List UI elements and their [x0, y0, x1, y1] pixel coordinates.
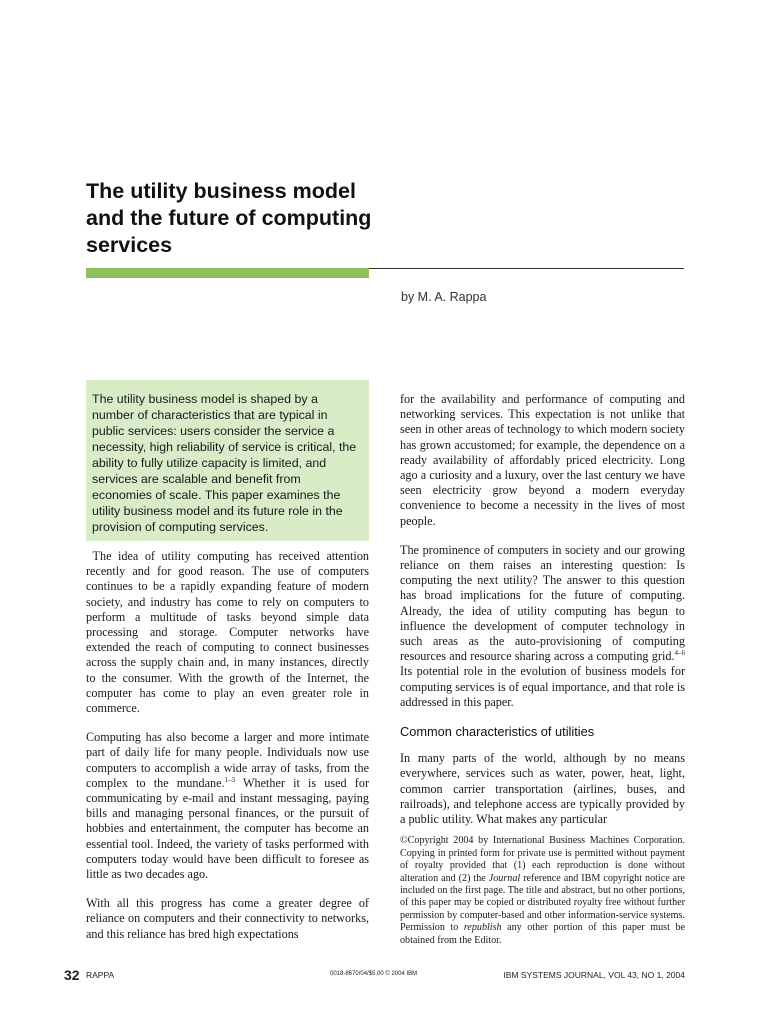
reference-marker: 4–6	[674, 649, 685, 658]
body-paragraph: The prominence of computers in society and our growing reliance on them raises an interesting question: Is computing the next utility? The answer to this question has broad implications for the future of computing. Already, the idea of utility computing has begun to influence the development of computer technology in such areas as the auto-provisioning of computing resources and resource sharing across a computing grid.$^{4-6}$ Its potential role in the evolution of business models for computing services is of equal importance, and that role is addressed in this paper.	[400, 542, 685, 709]
abstract-text: The utility business model is shaped by a number of characteristics that are typical in public services: users consider the service a necessity, high reliability of service is critical, the ability to fully utilize capacity is limited, and services are scalable and benefit from economies of scale. This paper examines the utility business model and its future role in the provision of computing services.	[92, 392, 357, 534]
author-byline: by M. A. Rappa	[401, 290, 487, 304]
title-accent-rule	[86, 268, 369, 278]
body-column-right	[400, 392, 685, 947]
page-footer	[64, 967, 685, 987]
article-title: The utility business model and the future of computing services	[86, 179, 372, 257]
page-number: 32	[64, 967, 80, 983]
copyright-notice: ©Copyright 2004 by International Business Machines Corporation. Copying in printed form for private use is permitted without payment of royalty provided that (1) each reproduction is done without alteration and (2) the Journal reference and IBM copyright notice are included on the first page. The title and abstract, but no other portions, of this paper may be copied or distributed royalty free without further permission by computer-based and other information-service systems. Permission to republish any other portion of this paper must be obtained from the Editor.	[400, 835, 685, 946]
journal-citation: IBM SYSTEMS JOURNAL, VOL 43, NO 1, 2004	[503, 970, 685, 980]
reference-marker: 1–3	[224, 775, 236, 784]
price-line: 0018-8670/04/$5.00 © 2004 IBM	[330, 971, 418, 977]
body-paragraph: In many parts of the world, although by no means everywhere, services such as water, power, heat, light, common carrier transportation (airlines, buses, and railroads), and telephone access are typically provided by a public utility. What makes any particular	[400, 751, 685, 827]
body-paragraph: With all this progress has come a greater degree of reliance on computers and their connectivity to networks, and this reliance has bred high expectations	[86, 896, 369, 941]
body-paragraph: The idea of utility computing has received attention recently and for good reason. The use of computers continues to be a rapidly expanding feature of modern society, and industry has come to rely on computers to perform a multitude of tasks beyond simple data processing and storage. Computer networks have extended the reach of computing to connect businesses across the supply chain and, in many instances, directly to the consumer. With the growth of the Internet, the computer has come to play an even greater role in commerce.	[86, 549, 370, 716]
body-paragraph: for the availability and performance of computing and networking services. This expectation is not unlike that seen in other areas of technology to which modern society has grown accustomed; for example, the dependence on a ready availability of affordably priced electricity. Long ago a curiosity and a luxury, over the last century we have seen electricity grow beyond a modern everyday convenience to become a necessity in the lives of most people.	[400, 392, 685, 528]
section-heading: Common characteristics of utilities	[400, 724, 595, 740]
title-divider-rule	[369, 268, 684, 269]
body-paragraph: Computing has also become a larger and more intimate part of daily life for many people. Individuals now use computers to accomplish a wide array of tasks, from the complex to the mundane.$^{1-3}$ Whether it is used for communicating by e-mail and instant messaging, paying bills and managing personal finances, or the pursuit of hobbies and entertainment, the computer has become an essential tool. Indeed, the variety of tasks performed with computers today would have been difficult to foresee as little as two decades ago.	[86, 730, 369, 882]
abstract-box	[86, 380, 369, 541]
running-head: RAPPA	[86, 970, 115, 980]
body-column-left	[86, 549, 369, 956]
